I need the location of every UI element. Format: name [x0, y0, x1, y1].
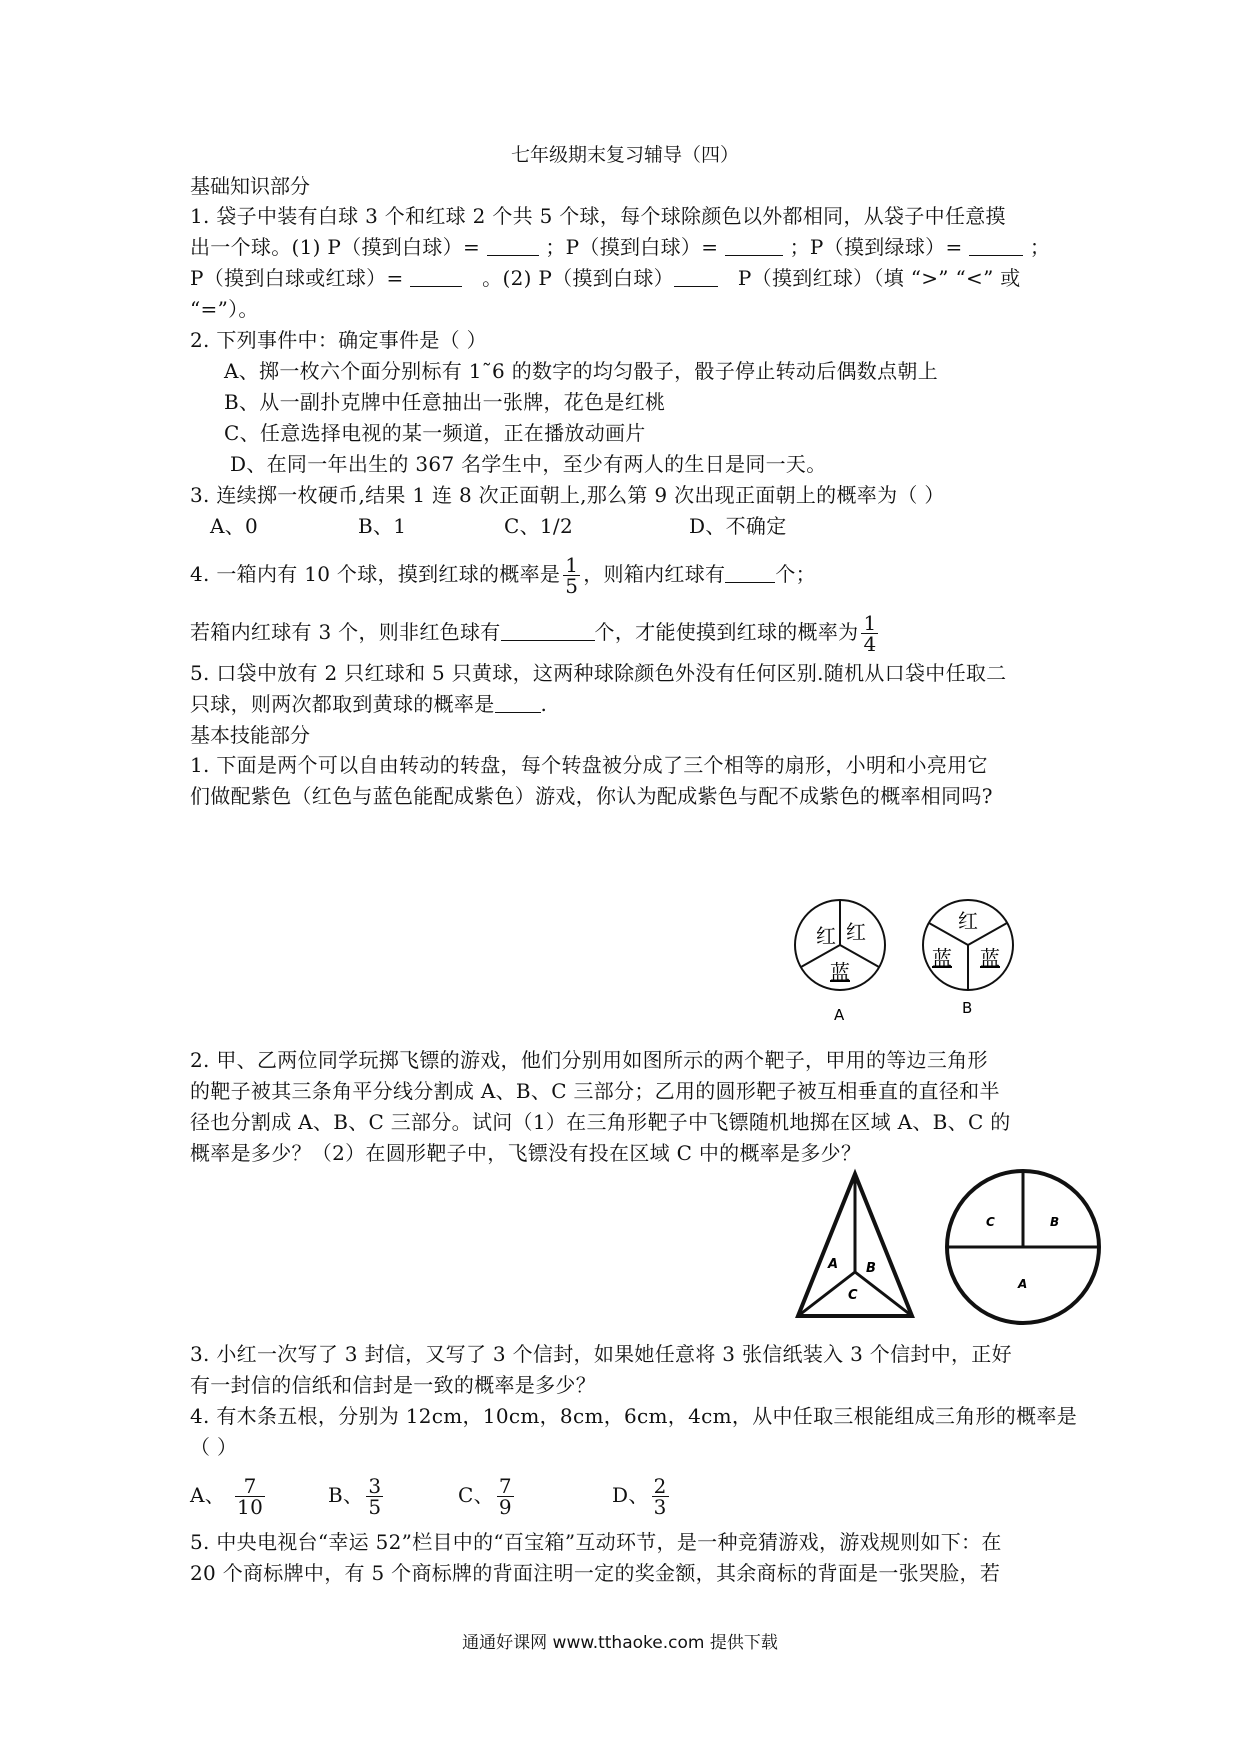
- worksheet: [190, 140, 1060, 812]
- denominator: 3: [653, 1495, 667, 1519]
- q1-text: P（摸到红球）（填 “>” “<” 或: [737, 266, 1021, 290]
- denominator: 10: [237, 1495, 264, 1519]
- numerator: 3: [368, 1474, 382, 1498]
- denominator: 9: [498, 1495, 512, 1519]
- section-basic-skills: 基本技能部分: [190, 723, 310, 747]
- q1-line4: “=”）。: [190, 297, 259, 321]
- answer-blank[interactable]: [495, 692, 541, 713]
- q5-text: .: [540, 692, 548, 716]
- s2-line2: 的靶子被其三条角平分线分割成 A、B、C 三部分；乙用的圆形靶子被互相垂直的直径和半: [190, 1079, 1000, 1103]
- fraction: [497, 1476, 514, 1517]
- sector-label: 红: [816, 924, 836, 948]
- section-basic-knowledge: 基础知识部分: [190, 174, 310, 198]
- question-5: [190, 658, 1060, 720]
- q1-text: ；P（摸到绿球）=: [789, 235, 970, 259]
- option-letter: D、: [612, 1483, 649, 1507]
- q1-text: P（摸到白球或红球）=: [190, 266, 411, 290]
- spinner-a-label: A: [834, 1006, 845, 1024]
- q3-options: [190, 511, 1060, 542]
- s4-option-d: [612, 1467, 672, 1523]
- spinner-a: [795, 900, 885, 1024]
- q4-text: 个，才能使摸到红球的概率为: [594, 620, 859, 644]
- q4-text: 若箱内红球有 3 个，则非红色球有: [190, 620, 501, 644]
- sector-label: 红: [958, 909, 978, 933]
- s2-line1: 2. 甲、乙两位同学玩掷飞镖的游戏，他们分别用如图所示的两个靶子，甲用的等边三角形: [190, 1048, 988, 1072]
- s2-line4: 概率是多少？（2）在圆形靶子中，飞镖没有投在区域 C 中的概率是多少？: [190, 1141, 862, 1165]
- q1-line1: 1. 袋子中装有白球 3 个和红球 2 个共 5 个球，每个球除颜色以外都相同，从袋子中任意摸: [190, 204, 1006, 228]
- skill-question-5: [190, 1527, 1060, 1589]
- q4-line1: [190, 548, 1060, 600]
- skill-question-2: [190, 1045, 1060, 1169]
- q2-option-d: D、在同一年出生的 367 名学生中，至少有两人的生日是同一天。: [230, 452, 827, 476]
- sector-label: 蓝: [980, 946, 1000, 970]
- q2-stem: 2. 下列事件中：确定事件是（ ）: [190, 328, 487, 352]
- answer-blank[interactable]: [410, 266, 462, 287]
- question-1: [190, 201, 1060, 325]
- q3-stem: 3. 连续掷一枚硬币,结果 1 连 8 次正面朝上,那么第 9 次出现正面朝上的概率为（ ）: [190, 483, 945, 507]
- denominator: 5: [565, 574, 579, 598]
- q4-text: ，则箱内红球有: [583, 562, 726, 586]
- q4-text: 4. 一箱内有 10 个球，摸到红球的概率是: [190, 562, 561, 586]
- spinners-figure: [790, 895, 1070, 1035]
- question-2: [190, 325, 1060, 480]
- fraction: [861, 613, 878, 654]
- s4-option-b: [328, 1467, 458, 1523]
- region-label: A: [828, 1257, 839, 1272]
- fraction: [652, 1476, 669, 1517]
- q2-option-c: C、任意选择电视的某一频道，正在播放动画片: [224, 421, 646, 445]
- q1-text: 出一个球。(1) P（摸到白球）=: [190, 235, 487, 259]
- option-letter: B、: [328, 1483, 364, 1507]
- s4-option-a: [190, 1467, 328, 1523]
- region-label: A: [1018, 1277, 1028, 1291]
- s4-line1: 4. 有木条五根，分别为 12cm，10cm，8cm，6cm，4cm，从中任取三根能组成三角形的概率是: [190, 1404, 1077, 1428]
- s1-line1: 1. 下面是两个可以自由转动的转盘，每个转盘被分成了三个相等的扇形，小明和小亮用它: [190, 753, 988, 777]
- s4-line2: （ ）: [190, 1435, 238, 1459]
- q1-text: ；P（摸到白球）=: [545, 235, 725, 259]
- numerator: 2: [653, 1474, 667, 1498]
- q4-text: 个；: [775, 562, 816, 586]
- q3-option-d: D、不确定: [689, 514, 787, 538]
- page-title: 七年级期末复习辅导（四）: [510, 144, 739, 166]
- region-label: B: [866, 1261, 876, 1276]
- numerator: 7: [498, 1474, 512, 1498]
- s3-line2: 有一封信的信纸和信封是一致的概率是多少？: [190, 1373, 596, 1397]
- q4-line2: [190, 606, 1060, 658]
- answer-blank[interactable]: [501, 620, 595, 641]
- dart-targets-figure: [790, 1168, 1130, 1328]
- skill-question-1: [190, 750, 1060, 812]
- triangle-target: [798, 1174, 912, 1316]
- option-letter: C、: [458, 1483, 494, 1507]
- fraction: [366, 1476, 383, 1517]
- circle-target: [947, 1171, 1099, 1323]
- answer-blank[interactable]: [725, 235, 783, 256]
- footer-credit: 通通好课网 www.tthaoke.com 提供下载: [462, 1633, 778, 1653]
- s5-line1: 5. 中央电视台“幸运 52”栏目中的“百宝箱”互动环节，是一种竞猜游戏，游戏规则如下：在: [190, 1530, 1002, 1554]
- spinner-b: [923, 900, 1013, 1017]
- q3-option-a: A、0: [210, 514, 259, 538]
- q1-line2: [190, 232, 1060, 263]
- skill-questions-3-5: [190, 1339, 1077, 1589]
- q2-option-b: B、从一副扑克牌中任意抽出一张牌，花色是红桃: [224, 390, 666, 414]
- sector-label: 蓝: [830, 960, 850, 984]
- numerator: 1: [863, 611, 877, 635]
- denominator: 4: [863, 632, 877, 656]
- s3-line1: 3. 小红一次写了 3 封信，又写了 3 个信封，如果她任意将 3 张信纸装入 3 个信封中，正好: [190, 1342, 1012, 1366]
- q1-text: 。(2) P（摸到白球）: [482, 266, 674, 290]
- fraction: [235, 1476, 265, 1517]
- q3-option-c: C、1/2: [504, 514, 573, 538]
- skill-question-4: [190, 1401, 1077, 1523]
- spinner-b-label: B: [962, 999, 973, 1017]
- region-label: B: [1050, 1215, 1060, 1229]
- answer-blank[interactable]: [487, 235, 539, 256]
- q5-line2: [190, 689, 1060, 720]
- q3-option-b: B、1: [358, 514, 407, 538]
- q2-option-a: A、掷一枚六个面分别标有 1˜6 的数字的均匀骰子，骰子停止转动后偶数点朝上: [224, 359, 939, 383]
- option-letter: A、: [190, 1483, 226, 1507]
- question-4: [190, 548, 1060, 658]
- region-label: C: [848, 1288, 858, 1303]
- numerator: 1: [565, 553, 579, 577]
- fraction: [563, 555, 580, 596]
- s2-line3: 径也分割成 A、B、C 三部分。试问（1）在三角形靶子中飞镖随机地掷在区域 A、B、C 的: [190, 1110, 1011, 1134]
- s1-line2: 们做配紫色（红色与蓝色能配成紫色）游戏，你认为配成紫色与配不成紫色的概率相同吗?: [190, 784, 993, 808]
- s4-options: [190, 1467, 1060, 1523]
- q1-text: ；: [1029, 235, 1051, 259]
- question-3: [190, 480, 1060, 542]
- numerator: 7: [235, 1476, 265, 1497]
- s4-option-c: [458, 1467, 612, 1523]
- region-label: C: [986, 1215, 995, 1229]
- q5-line1: 5. 口袋中放有 2 只红球和 5 只黄球，这两种球除颜色外没有任何区别.随机从口袋中任取二: [190, 661, 1007, 685]
- denominator: 5: [368, 1495, 382, 1519]
- q1-line3: [190, 263, 1060, 294]
- answer-blank[interactable]: [725, 562, 775, 583]
- s5-line2: 20 个商标牌中，有 5 个商标牌的背面注明一定的奖金额，其余商标的背面是一张哭脸，若: [190, 1561, 1001, 1585]
- answer-blank[interactable]: [969, 235, 1023, 256]
- q5-text: 只球，则两次都取到黄球的概率是: [190, 692, 495, 716]
- sector-label: 蓝: [932, 946, 952, 970]
- sector-label: 红: [846, 920, 866, 944]
- skill-question-3: [190, 1339, 1060, 1401]
- answer-blank[interactable]: [674, 266, 718, 287]
